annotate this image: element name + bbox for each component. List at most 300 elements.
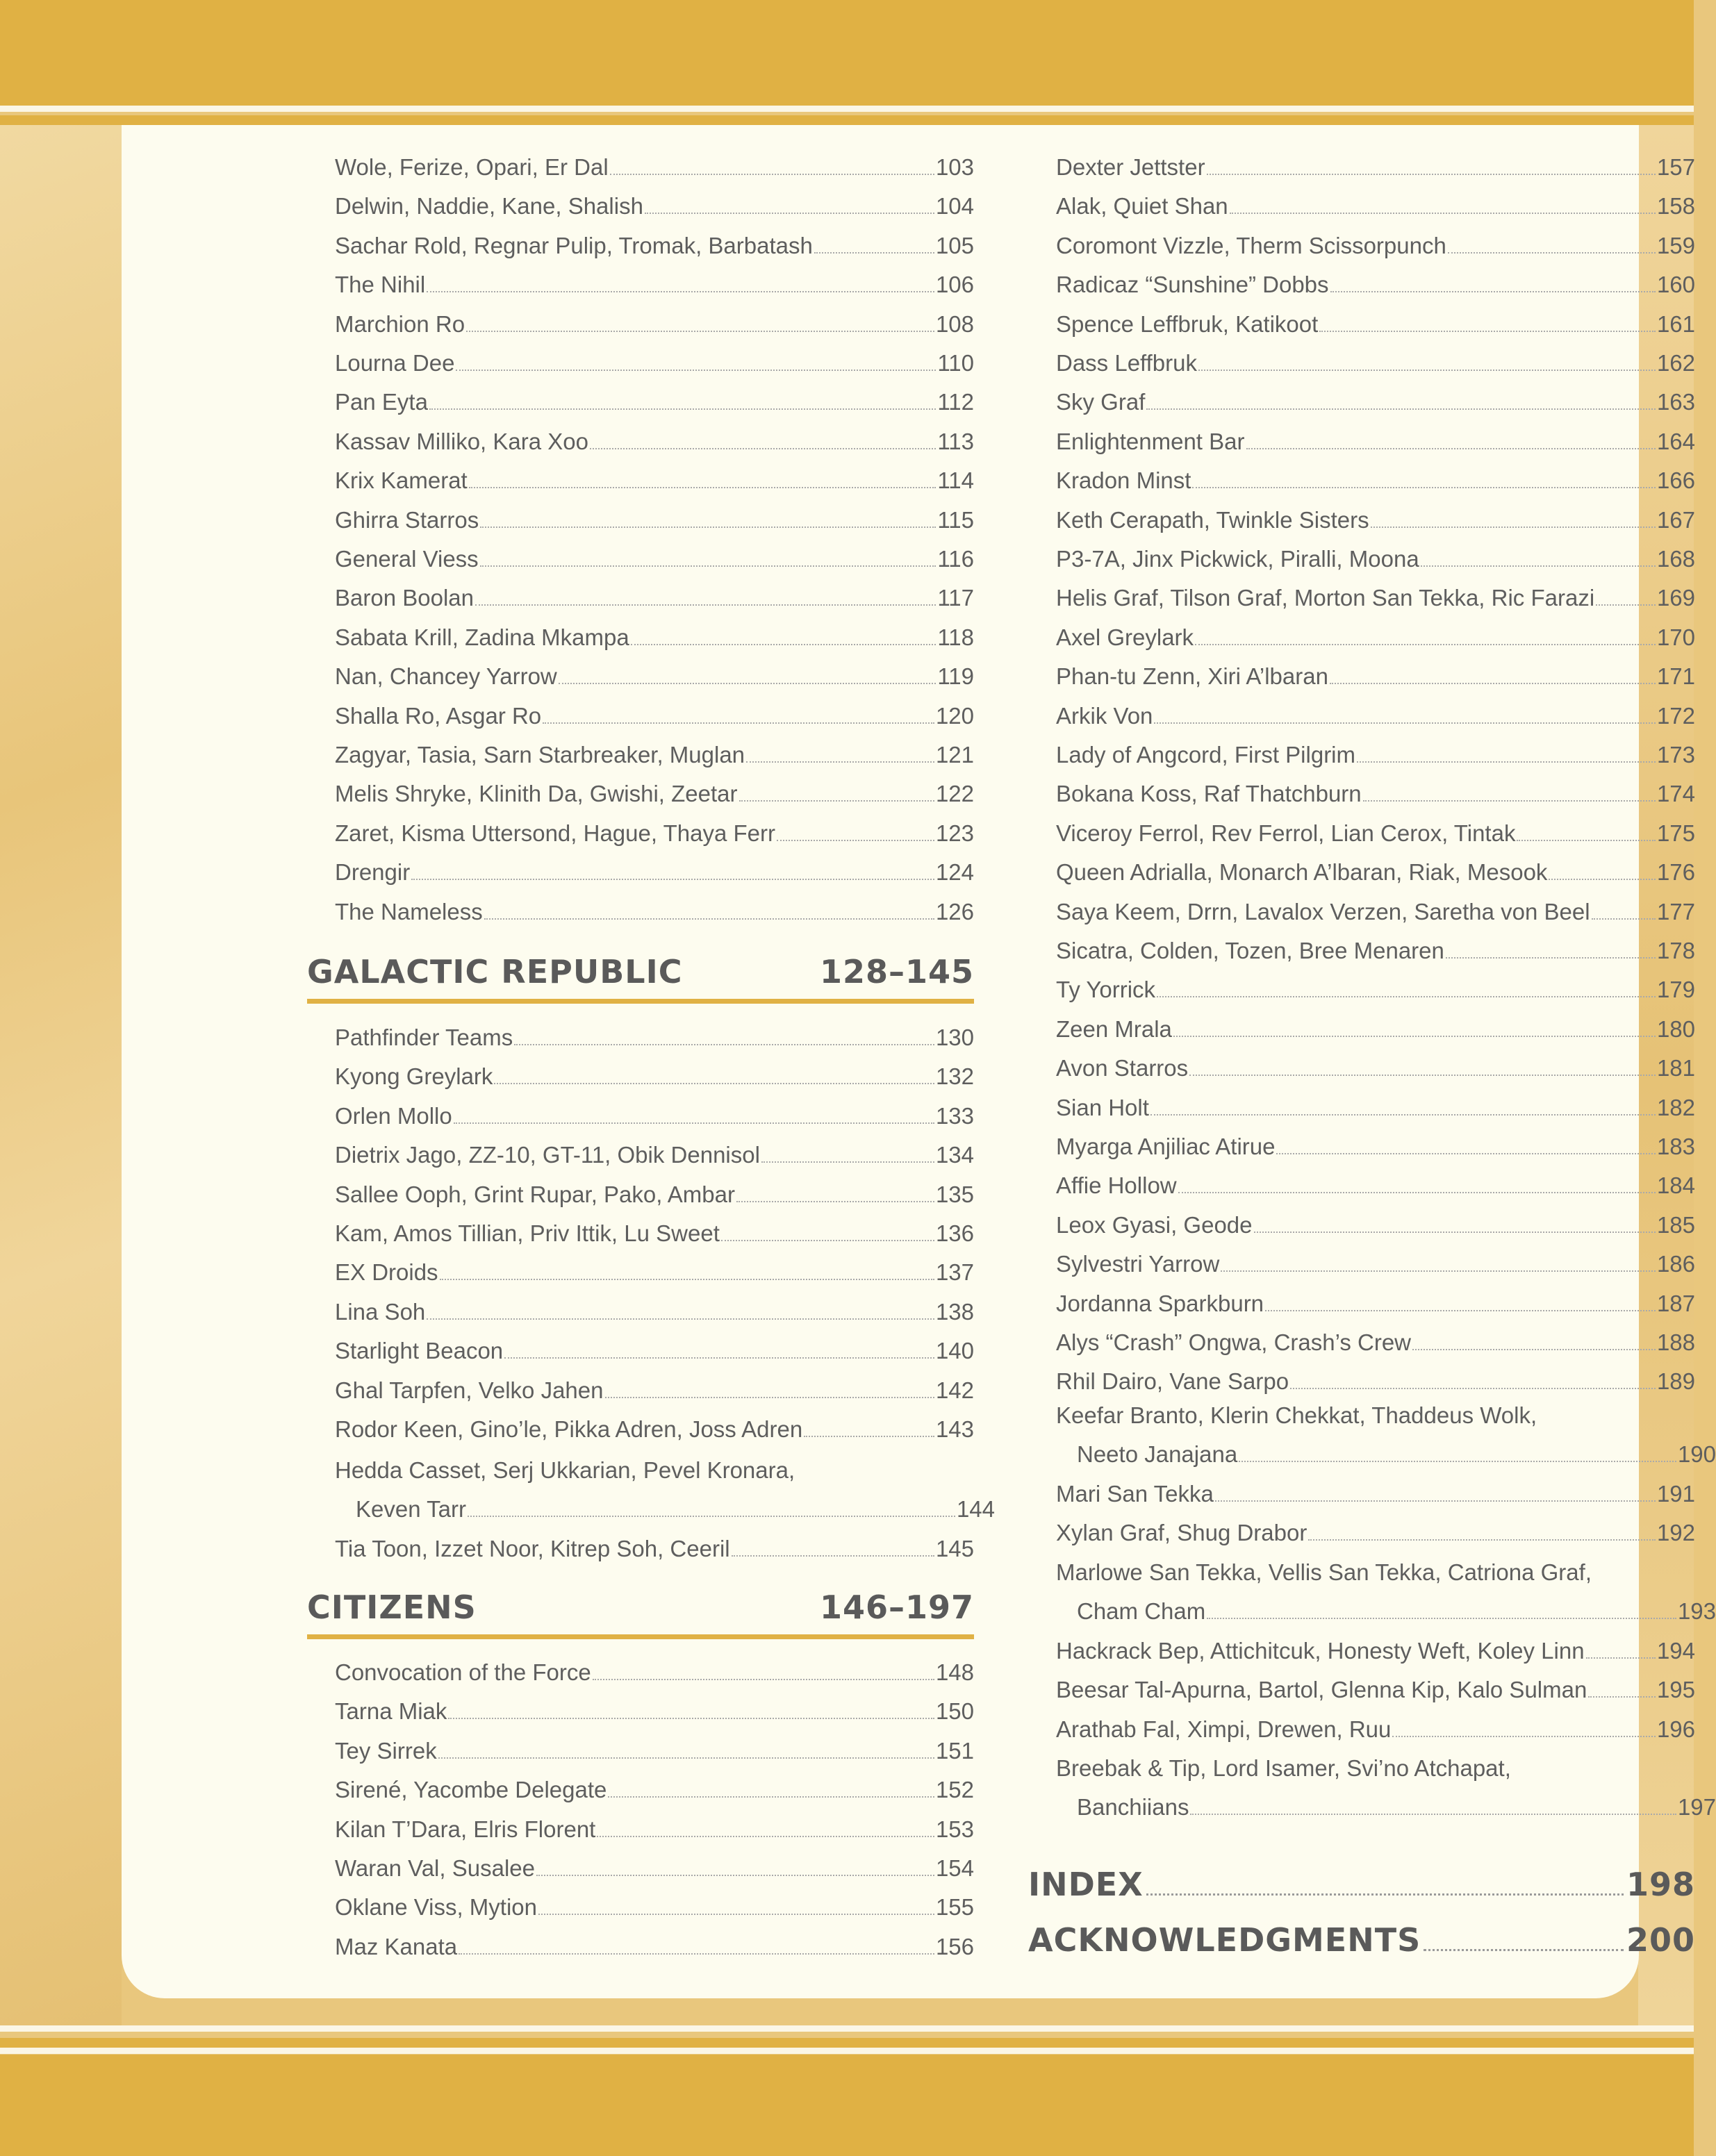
toc-entry[interactable] xyxy=(335,1818,974,1841)
dot-leader xyxy=(1157,996,1656,997)
entry-page: 122 xyxy=(935,781,974,807)
dot-leader xyxy=(1588,1696,1656,1698)
toc-entry[interactable] xyxy=(1056,390,1695,413)
dot-leader xyxy=(1319,331,1656,332)
toc-entry[interactable] xyxy=(1056,900,1695,923)
dot-leader xyxy=(438,1757,934,1759)
dot-leader xyxy=(777,840,934,841)
entry-page: 183 xyxy=(1656,1134,1695,1159)
entry-name: Arkik Von xyxy=(1056,702,1153,729)
dot-leader xyxy=(448,1718,934,1719)
dot-leader xyxy=(1190,1814,1676,1815)
entry-page: 130 xyxy=(935,1025,974,1050)
dot-leader xyxy=(1207,1618,1676,1619)
entry-name-line1: Hedda Casset, Serj Ukkarian, Pevel Kronara, xyxy=(335,1457,795,1483)
entry-name: Melis Shryke, Klinith Da, Gwishi, Zeetar xyxy=(335,781,738,807)
dot-leader xyxy=(739,800,934,802)
entry-name: Ghal Tarpfen, Velko Jahen xyxy=(335,1377,604,1403)
toc-entry[interactable] xyxy=(1056,782,1695,805)
entry-name: Xylan Graf, Shug Drabor xyxy=(1056,1520,1307,1546)
entry-page: 119 xyxy=(937,663,974,690)
dot-leader xyxy=(427,1318,934,1320)
section-title: CITIZENS xyxy=(307,1589,477,1626)
toc-entry[interactable] xyxy=(1056,939,1695,962)
dot-leader xyxy=(1265,1310,1656,1311)
entry-name: Orlen Mollo xyxy=(335,1102,452,1129)
dot-leader xyxy=(1195,644,1656,645)
toc-entry[interactable] xyxy=(335,822,974,845)
toc-entry[interactable] xyxy=(1056,273,1695,296)
dot-leader xyxy=(814,252,934,254)
entry-name-line1: Marlowe San Tekka, Vellis San Tekka, Catriona Graf, xyxy=(1056,1559,1592,1585)
dot-leader xyxy=(1448,252,1656,254)
toc-entry[interactable] xyxy=(1056,194,1695,217)
toc-entry[interactable] xyxy=(1056,1056,1695,1079)
dot-leader xyxy=(538,1914,934,1915)
toc-entry[interactable] xyxy=(335,626,974,649)
section-heading-galactic-republic xyxy=(307,953,974,990)
toc-entry[interactable] xyxy=(1056,1521,1695,1544)
toc-entry[interactable] xyxy=(335,1700,974,1723)
toc-entry[interactable] xyxy=(335,508,974,531)
entry-page: 186 xyxy=(1656,1251,1695,1277)
dot-leader xyxy=(746,761,934,763)
toc-entry[interactable] xyxy=(1056,1096,1695,1119)
toc-entry[interactable] xyxy=(1056,978,1695,1001)
entry-name: Sicatra, Colden, Tozen, Bree Menaren xyxy=(1056,938,1444,963)
entry-page: 117 xyxy=(937,585,974,611)
toc-entry[interactable] xyxy=(1056,822,1695,845)
section-title: GALACTIC REPUBLIC xyxy=(307,953,683,990)
entry-name: Coromont Vizzle, Therm Scissorpunch xyxy=(1056,232,1446,258)
entry-page: 148 xyxy=(935,1659,974,1685)
dot-leader xyxy=(1246,448,1656,449)
entry-name: Marchion Ro xyxy=(335,310,465,337)
entry-page: 134 xyxy=(935,1142,974,1168)
toc-entry[interactable] xyxy=(1056,1482,1695,1505)
entry-name: Radicaz “Sunshine” Dobbs xyxy=(1056,272,1329,298)
entry-name: Helis Graf, Tilson Graf, Morton San Tekka, Ric Farazi xyxy=(1056,585,1595,611)
entry-page: 143 xyxy=(935,1416,974,1442)
entry-page: 185 xyxy=(1656,1211,1695,1238)
entry-page: 194 xyxy=(1656,1638,1695,1664)
dot-leader xyxy=(536,1875,934,1876)
section-pages: 128–145 xyxy=(819,953,974,990)
dot-leader xyxy=(514,1044,934,1045)
entry-name: Sky Graf xyxy=(1056,389,1146,415)
dot-leader xyxy=(1330,683,1656,684)
dot-leader xyxy=(1421,565,1656,567)
entry-page: 195 xyxy=(1656,1677,1695,1703)
entry-page: 145 xyxy=(935,1536,974,1561)
entry-name: Queen Adrialla, Monarch A’lbaran, Riak, Mesook xyxy=(1056,859,1548,886)
toc-entry[interactable] xyxy=(1056,743,1695,766)
toc-entry[interactable] xyxy=(335,1894,974,1921)
toc-entry[interactable] xyxy=(335,1935,974,1958)
toc-entry[interactable] xyxy=(1056,469,1695,492)
entry-name: Axel Greylark xyxy=(1056,624,1194,650)
dot-leader xyxy=(761,1161,934,1163)
bottom-stripe-lower xyxy=(0,2048,1694,2054)
toc-entry[interactable] xyxy=(335,194,974,217)
dot-leader xyxy=(1207,174,1656,175)
dot-leader xyxy=(469,487,937,488)
dot-leader xyxy=(1549,879,1656,880)
toc-entry[interactable] xyxy=(335,1300,974,1323)
toc-entry[interactable] xyxy=(1056,547,1695,570)
entry-name: Pathfinder Teams xyxy=(335,1025,513,1050)
entry-page: 138 xyxy=(935,1298,974,1325)
section-rule xyxy=(307,1634,974,1639)
toc-entry[interactable] xyxy=(1056,1292,1695,1315)
acknowledgments-page: 200 xyxy=(1626,1921,1695,1959)
index-entry[interactable] xyxy=(1028,1866,1695,1903)
entry-name: Kyong Greylark xyxy=(335,1063,493,1090)
entry-page: 118 xyxy=(937,624,974,650)
entry-page: 191 xyxy=(1656,1481,1695,1507)
entry-page: 114 xyxy=(937,467,974,494)
dot-leader xyxy=(468,1516,955,1517)
entry-name: Waran Val, Susalee xyxy=(335,1855,535,1881)
entry-name: Sian Holt xyxy=(1056,1094,1149,1120)
toc-entry[interactable] xyxy=(1056,1252,1695,1275)
toc-entry[interactable] xyxy=(335,234,974,257)
toc-entry[interactable] xyxy=(335,1457,995,1522)
entry-name: Alys “Crash” Ongwa, Crash’s Crew xyxy=(1056,1329,1412,1355)
dot-leader xyxy=(1150,1114,1656,1116)
dot-leader xyxy=(732,1555,934,1557)
entry-name: Tey Sirrek xyxy=(335,1737,437,1764)
entry-name: Convocation of the Force xyxy=(335,1659,591,1685)
entry-name: P3-7A, Jinx Pickwick, Piralli, Moona xyxy=(1056,546,1419,572)
toc-entry[interactable] xyxy=(1056,1174,1695,1197)
dot-leader xyxy=(480,565,937,567)
entry-name: Krix Kamerat xyxy=(335,467,468,494)
entry-page: 193 xyxy=(1677,1598,1716,1624)
toc-entry[interactable] xyxy=(1056,430,1695,453)
entry-name: Oklane Viss, Mytion xyxy=(335,1894,538,1921)
entry-page: 161 xyxy=(1656,310,1695,337)
dot-leader xyxy=(543,722,934,724)
entry-page: 179 xyxy=(1656,977,1695,1003)
dot-leader xyxy=(1173,1036,1656,1037)
dot-leader xyxy=(1446,957,1656,959)
entry-page: 124 xyxy=(935,859,974,886)
entry-page: 181 xyxy=(1656,1055,1695,1081)
entry-page: 196 xyxy=(1656,1716,1695,1742)
entry-page: 132 xyxy=(935,1063,974,1090)
entry-page: 144 xyxy=(956,1496,995,1522)
section-heading-citizens xyxy=(307,1589,974,1626)
entry-page: 172 xyxy=(1656,702,1695,729)
entry-name: Zagyar, Tasia, Sarn Starbreaker, Muglan xyxy=(335,742,745,768)
contents-panel xyxy=(122,125,1716,1998)
section-pages: 146–197 xyxy=(819,1589,974,1626)
dot-leader xyxy=(804,1436,934,1437)
dot-leader xyxy=(1221,1270,1656,1272)
acknowledgments-entry[interactable] xyxy=(1028,1921,1695,1959)
bottom-stripe-upper xyxy=(0,2025,1694,2032)
entry-name: Rodor Keen, Gino’le, Pikka Adren, Joss Adren xyxy=(335,1416,803,1442)
entry-name-line2: Banchiians xyxy=(1077,1794,1189,1820)
toc-entry[interactable] xyxy=(335,704,974,727)
toc-entry[interactable] xyxy=(335,1339,974,1362)
entry-page: 182 xyxy=(1656,1094,1695,1120)
entry-page: 197 xyxy=(1677,1794,1716,1820)
dot-leader xyxy=(559,683,937,684)
top-gold-line xyxy=(0,115,1694,125)
toc-entry[interactable] xyxy=(1056,508,1695,531)
toc-entry[interactable] xyxy=(335,782,974,805)
entry-page: 154 xyxy=(935,1855,974,1881)
entry-name: Sallee Ooph, Grint Rupar, Pako, Ambar xyxy=(335,1181,735,1207)
entry-name-line2: Neeto Janajana xyxy=(1077,1441,1238,1467)
dot-leader xyxy=(459,1953,934,1955)
dot-leader xyxy=(1371,526,1656,528)
toc-entry[interactable] xyxy=(1056,1718,1695,1741)
entry-name: EX Droids xyxy=(335,1259,438,1286)
bottom-gold-line xyxy=(0,2038,1694,2048)
dot-leader xyxy=(1239,1461,1676,1462)
toc-entry[interactable] xyxy=(1056,665,1695,688)
dot-leader xyxy=(466,331,934,332)
toc-entry[interactable] xyxy=(1056,156,1695,179)
entry-page: 159 xyxy=(1656,232,1695,258)
toc-entry[interactable] xyxy=(335,547,974,570)
entry-page: 121 xyxy=(935,742,974,768)
dot-leader xyxy=(456,370,936,371)
entry-name: Zaret, Kisma Uttersond, Hague, Thaya Ferr xyxy=(335,820,775,846)
toc-entry[interactable] xyxy=(335,156,974,179)
toc-entry[interactable] xyxy=(335,1222,974,1245)
entry-name: Dexter Jettster xyxy=(1056,154,1205,180)
toc-entry[interactable] xyxy=(1056,586,1695,609)
toc-entry[interactable] xyxy=(1056,1015,1695,1042)
top-stripe xyxy=(0,106,1694,112)
dot-leader xyxy=(1198,370,1656,371)
dot-leader xyxy=(721,1240,934,1241)
entry-page: 188 xyxy=(1656,1329,1695,1355)
toc-entry[interactable] xyxy=(335,1537,974,1560)
toc-entry[interactable] xyxy=(335,1143,974,1166)
entry-name: Viceroy Ferrol, Rev Ferrol, Lian Cerox, Tintak xyxy=(1056,820,1516,846)
toc-entry[interactable] xyxy=(335,430,974,453)
entry-page: 133 xyxy=(935,1102,974,1129)
entry-page: 157 xyxy=(1656,154,1695,180)
toc-entry[interactable] xyxy=(1056,704,1695,727)
entry-name: Dass Leffbruk xyxy=(1056,350,1197,376)
index-page: 198 xyxy=(1626,1866,1695,1903)
entry-page: 150 xyxy=(935,1698,974,1725)
entry-name: Arathab Fal, Ximpi, Drewen, Ruu xyxy=(1056,1716,1392,1742)
toc-entry[interactable] xyxy=(335,1778,974,1801)
toc-entry[interactable] xyxy=(1056,1755,1716,1820)
dot-leader xyxy=(440,1279,934,1280)
toc-entry[interactable] xyxy=(1056,1213,1695,1236)
toc-entry[interactable] xyxy=(1056,1370,1695,1393)
dot-leader xyxy=(1308,1539,1656,1541)
toc-entry[interactable] xyxy=(335,1026,974,1049)
entry-page: 168 xyxy=(1656,546,1695,572)
entry-name: The Nameless xyxy=(335,898,483,924)
entry-page: 137 xyxy=(935,1259,974,1286)
entry-name: Ty Yorrick xyxy=(1056,977,1156,1003)
toc-entry[interactable] xyxy=(1056,1331,1695,1354)
entry-name: Bokana Koss, Raf Thatchburn xyxy=(1056,781,1362,807)
entry-name: Enlightenment Bar xyxy=(1056,428,1245,454)
entry-page: 173 xyxy=(1656,742,1695,768)
entry-name: Phan-tu Zenn, Xiri A’lbaran xyxy=(1056,663,1328,690)
entry-name: Tarna Miak xyxy=(335,1698,447,1725)
entry-page: 171 xyxy=(1656,663,1695,690)
entry-page: 167 xyxy=(1656,506,1695,533)
entry-page: 103 xyxy=(935,154,974,180)
entry-name: Tia Toon, Izzet Noor, Kitrep Soh, Ceeril xyxy=(335,1536,730,1561)
dot-leader xyxy=(1189,1075,1656,1076)
entry-name-line1: Keefar Branto, Klerin Chekkat, Thaddeus Wolk, xyxy=(1056,1402,1537,1428)
dot-leader xyxy=(1330,291,1656,292)
entry-page: 176 xyxy=(1656,859,1695,886)
toc-entry[interactable] xyxy=(1056,626,1695,649)
entry-page: 106 xyxy=(935,272,974,298)
entry-name-line1: Breebak & Tip, Lord Isamer, Svi’no Atchapat, xyxy=(1056,1755,1511,1781)
toc-entry[interactable] xyxy=(335,390,974,413)
toc-entry[interactable] xyxy=(335,1065,974,1088)
dot-leader xyxy=(1254,1232,1656,1233)
toc-entry[interactable] xyxy=(335,273,974,296)
entry-page: 153 xyxy=(935,1816,974,1842)
entry-page: 177 xyxy=(1656,898,1695,924)
dot-leader xyxy=(610,174,934,175)
entry-name: Kradon Minst xyxy=(1056,467,1191,494)
entry-name: Kassav Milliko, Kara Xoo xyxy=(335,428,588,454)
toc-entry[interactable] xyxy=(335,1104,974,1127)
entry-page: 155 xyxy=(935,1894,974,1921)
entry-page: 190 xyxy=(1677,1441,1716,1467)
dot-leader xyxy=(1586,1657,1656,1659)
dot-leader xyxy=(504,1357,934,1359)
toc-entry[interactable] xyxy=(335,861,974,884)
entry-page: 113 xyxy=(937,428,974,454)
dot-leader xyxy=(1392,1736,1656,1737)
entry-page: 160 xyxy=(1656,272,1695,298)
toc-entry[interactable] xyxy=(1056,310,1695,337)
entry-name: Kilan T’Dara, Elris Florent xyxy=(335,1816,596,1842)
toc-entry[interactable] xyxy=(1056,861,1695,884)
entry-page: 184 xyxy=(1656,1172,1695,1199)
dot-leader xyxy=(1412,1349,1656,1350)
dot-leader xyxy=(480,526,936,528)
entry-page: 158 xyxy=(1656,193,1695,219)
left-artwork xyxy=(0,125,122,2025)
dot-leader xyxy=(1276,1153,1655,1154)
entry-page: 105 xyxy=(935,232,974,258)
entry-name-line2: Cham Cham xyxy=(1077,1598,1206,1624)
dot-leader xyxy=(1146,1893,1624,1896)
entry-name: Baron Boolan xyxy=(335,585,474,611)
entry-page: 166 xyxy=(1656,467,1695,494)
entry-name: Sachar Rold, Regnar Pulip, Tromak, Barbatash xyxy=(335,232,813,258)
entry-page: 110 xyxy=(937,350,974,376)
entry-page: 115 xyxy=(937,506,974,533)
entry-name: Lina Soh xyxy=(335,1298,426,1325)
entry-page: 170 xyxy=(1656,624,1695,650)
toc-entry[interactable] xyxy=(335,900,974,923)
toc-entry[interactable] xyxy=(335,1379,974,1402)
bottom-band xyxy=(0,2055,1694,2156)
toc-entry[interactable] xyxy=(335,351,974,374)
entry-name: Kam, Amos Tillian, Priv Ittik, Lu Sweet xyxy=(335,1220,720,1246)
entry-name: Hackrack Bep, Attichitcuk, Honesty Weft, Koley Linn xyxy=(1056,1638,1585,1664)
entry-name: Keth Cerapath, Twinkle Sisters xyxy=(1056,506,1369,533)
dot-leader xyxy=(1592,918,1656,920)
entry-name: Sylvestri Yarrow xyxy=(1056,1251,1220,1277)
entry-page: 152 xyxy=(935,1777,974,1803)
dot-leader xyxy=(1424,1949,1624,1951)
entry-name: Delwin, Naddie, Kane, Shalish xyxy=(335,193,643,219)
entry-name: Pan Eyta xyxy=(335,389,428,415)
entry-name: Rhil Dairo, Vane Sarpo xyxy=(1056,1368,1289,1395)
dot-leader xyxy=(736,1201,934,1202)
entry-page: 192 xyxy=(1656,1520,1695,1546)
entry-page: 116 xyxy=(937,546,974,572)
toc-entry[interactable] xyxy=(335,743,974,766)
toc-entry[interactable] xyxy=(335,665,974,688)
toc-entry[interactable] xyxy=(335,310,974,337)
entry-name: Jordanna Sparkburn xyxy=(1056,1290,1264,1316)
entry-page: 174 xyxy=(1656,781,1695,807)
dot-leader xyxy=(1290,1388,1656,1389)
dot-leader xyxy=(1517,840,1655,841)
toc-entry[interactable] xyxy=(335,1183,974,1206)
toc-entry[interactable] xyxy=(335,1261,974,1284)
toc-entry[interactable] xyxy=(1056,1639,1695,1662)
toc-entry[interactable] xyxy=(1056,1135,1695,1158)
toc-entry[interactable] xyxy=(335,586,974,609)
entry-name: Lady of Angcord, First Pilgrim xyxy=(1056,742,1355,768)
entry-page: 163 xyxy=(1656,389,1695,415)
entry-page: 140 xyxy=(935,1338,974,1364)
toc-entry[interactable] xyxy=(1056,1559,1716,1624)
toc-entry[interactable] xyxy=(335,1661,974,1684)
toc-entry[interactable] xyxy=(335,469,974,492)
dot-leader xyxy=(494,1083,934,1084)
toc-entry[interactable] xyxy=(335,1418,974,1441)
entry-name: Spence Leffbruk, Katikoot xyxy=(1056,310,1319,337)
section-rule xyxy=(307,999,974,1004)
dot-leader xyxy=(475,604,936,606)
dot-leader xyxy=(427,291,934,292)
entry-page: 178 xyxy=(1656,938,1695,963)
entry-page: 142 xyxy=(935,1377,974,1403)
entry-name: Dietrix Jago, ZZ-10, GT-11, Obik Dennisol xyxy=(335,1142,760,1168)
entry-page: 123 xyxy=(935,820,974,846)
top-band xyxy=(0,0,1694,106)
entry-name: Myarga Anjiliac Atirue xyxy=(1056,1134,1276,1159)
entry-page: 156 xyxy=(935,1933,974,1959)
toc-entry[interactable] xyxy=(1056,234,1695,257)
toc-entry[interactable] xyxy=(335,1739,974,1762)
dot-leader xyxy=(454,1122,934,1124)
entry-page: 162 xyxy=(1656,350,1695,376)
toc-entry[interactable] xyxy=(335,1857,974,1880)
dot-leader xyxy=(1357,761,1656,763)
toc-entry[interactable] xyxy=(1056,1402,1716,1467)
toc-entry[interactable] xyxy=(1056,1678,1695,1701)
entry-name: General Viess xyxy=(335,546,479,572)
toc-entry[interactable] xyxy=(1056,351,1695,374)
dot-leader xyxy=(608,1796,934,1798)
